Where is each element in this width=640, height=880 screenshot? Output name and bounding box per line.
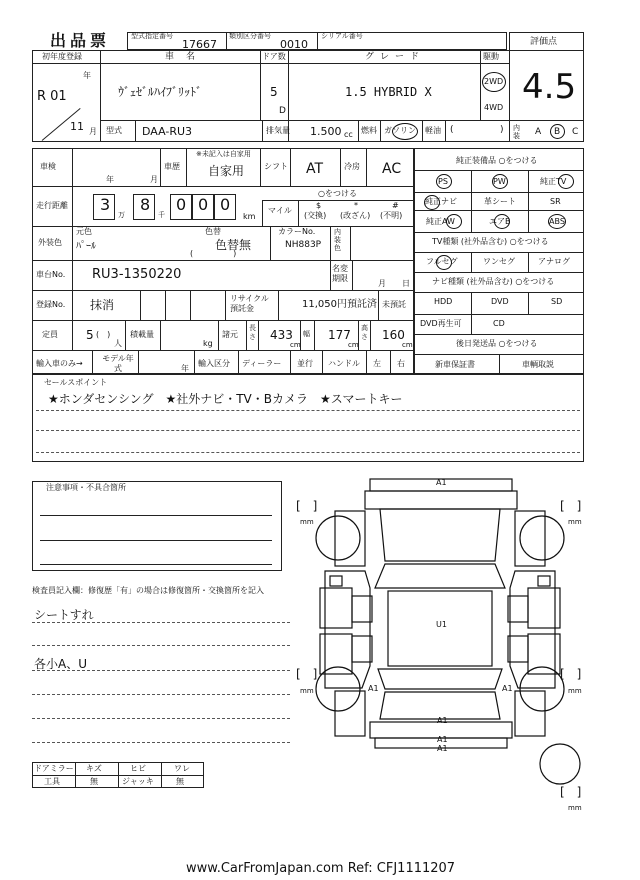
- length-unit: cm: [290, 341, 301, 349]
- load-label: 積載量: [130, 330, 154, 339]
- name-change-month: 月: [378, 279, 386, 288]
- width-label: 幅: [303, 330, 310, 338]
- car-name: ｳﾞｪｾﾞﾙﾊｲﾌﾞﾘｯﾄﾞ: [118, 85, 203, 99]
- height-label: 高さ: [361, 324, 368, 341]
- mileage-opt1: $: [316, 201, 322, 210]
- registration-label: 登録No.: [36, 300, 66, 309]
- tire-bracket-rl: [ ]: [296, 667, 318, 681]
- model-cert-label: 型式指定番号: [131, 32, 173, 40]
- legend-r4: 無: [176, 777, 184, 786]
- score-value: 4.5: [522, 67, 577, 107]
- name-change-label: 名変期限: [332, 264, 348, 283]
- legend-h4: ワレ: [174, 764, 190, 773]
- displacement-unit: cc: [344, 130, 353, 139]
- car-damage-diagram: [290, 476, 590, 811]
- color-paint: 色替無: [215, 238, 252, 252]
- shaken-label: 車検: [40, 162, 56, 171]
- navi-hdd: HDD: [434, 297, 453, 306]
- capacity-value: 5: [86, 328, 94, 342]
- shaken-year: 年: [106, 175, 114, 184]
- shift-label: シフト: [264, 162, 288, 171]
- damage-mark-roof: U1: [436, 620, 447, 629]
- legend-h1: ドアミラー: [34, 764, 74, 773]
- import-parallel: 並行: [297, 359, 313, 368]
- grade-value: 1.5 HYBRID X: [345, 85, 432, 99]
- tire-mm-fr: mm: [568, 518, 582, 526]
- dvd-playback: DVD再生可: [420, 319, 462, 328]
- later-title: 後日発送品 ○をつける: [456, 339, 538, 348]
- first-reg-year-unit: 年: [83, 71, 91, 80]
- mileage-unit-sen: 千: [158, 211, 165, 219]
- interior-c: C: [572, 127, 579, 137]
- sales-box: [32, 374, 584, 462]
- mileage-digit-5: 0: [220, 195, 231, 214]
- interior-a: A: [535, 127, 542, 137]
- registration-value: 抹消: [90, 298, 115, 312]
- handle-label: ハンドル: [328, 359, 360, 368]
- first-reg-era: R 01: [37, 89, 67, 104]
- first-reg-month-unit: 月: [89, 127, 97, 136]
- navi-sd: SD: [551, 297, 563, 306]
- mileage-digit-4: 0: [198, 195, 209, 214]
- type-value: DAA-RU3: [142, 125, 193, 138]
- shift-value: AT: [306, 161, 324, 177]
- interior-color-label: 内装色: [334, 228, 341, 252]
- recycle-value: 11,050円預託済: [302, 299, 377, 310]
- mileage-unit-km: km: [243, 212, 256, 221]
- first-reg-label: 初年度登録: [42, 52, 82, 61]
- tv-title: TV種類 (社外品含む) ○をつける: [432, 237, 549, 246]
- color-label: 外装色: [38, 238, 62, 247]
- name-change-day: 日: [402, 279, 410, 288]
- mileage-opt3-sub: (不明): [380, 211, 403, 220]
- ac-value: AC: [382, 161, 402, 177]
- import-label: 輸入車のみ→: [36, 359, 83, 368]
- interior-label: 内装: [513, 124, 520, 140]
- fuel-label: 燃料: [361, 126, 377, 135]
- model-year-unit: 年: [181, 364, 189, 373]
- color-orig-label: 元色: [76, 227, 92, 236]
- recycle-label: リサイクル預託金: [230, 294, 269, 313]
- inspector-label: 検査員記入欄：修復歴「有」の場合は修復箇所・交換箇所を記入: [32, 586, 264, 595]
- later-warranty: 新車保証書: [435, 360, 475, 369]
- navi-cd: CD: [493, 319, 505, 328]
- import-dealer: ディーラー: [242, 359, 282, 368]
- ac-label: 冷房: [344, 162, 360, 171]
- width-value: 177: [328, 328, 351, 342]
- mileage-unit-mile: マイル: [268, 206, 292, 215]
- genuine-title: 純正装備品 ○をつける: [456, 156, 538, 165]
- navi-dvd: DVD: [491, 297, 509, 306]
- chassis-value: RU3-1350220: [92, 267, 182, 282]
- tire-bracket-rr: [ ]: [560, 667, 582, 681]
- mileage-opt2-sub: (改ざん): [340, 211, 371, 220]
- equip-airbag: エアB: [489, 217, 511, 226]
- mileage-opt3: #: [392, 201, 399, 210]
- color-orig: ﾊﾟｰﾙ: [76, 241, 96, 252]
- doors-label: ドア数: [262, 52, 286, 61]
- car-name-label: 車名: [165, 52, 208, 62]
- color-code-label: カラーNo.: [278, 227, 316, 236]
- drive-label: 駆動: [483, 52, 499, 61]
- model-cert-no: 17667: [182, 38, 217, 51]
- class-label: 類別区分番号: [229, 32, 271, 40]
- inspector-line-2: 各小A、U: [34, 657, 87, 671]
- shaken-month: 月: [150, 175, 158, 184]
- handle-left: 左: [373, 359, 381, 368]
- capacity-paren: ( ): [96, 330, 111, 339]
- interior-b: B: [554, 127, 561, 137]
- type-label: 型式: [106, 126, 122, 135]
- history-label: 車歴: [164, 162, 180, 171]
- fuel-paren-close: ): [500, 125, 504, 135]
- import-class-label: 輸入区分: [198, 359, 230, 368]
- doors-suffix: D: [279, 106, 286, 116]
- tire-mm-spare: mm: [568, 804, 582, 812]
- legend-r3: ジャッキ: [122, 777, 154, 786]
- sales-text: ★ホンダセンシング ★社外ナビ・TV・Bカメラ ★スマートキー: [48, 392, 403, 406]
- tv-analog: アナログ: [538, 257, 570, 266]
- height-unit: cm: [402, 341, 413, 349]
- fuel-light: 軽油: [425, 126, 441, 135]
- notes-label: 注意事項・不具合箇所: [46, 483, 126, 492]
- history-note: ※未記入は自家用: [196, 150, 251, 158]
- displacement-label: 排気量: [266, 126, 290, 135]
- chassis-label: 車台No.: [36, 270, 66, 279]
- equip-genuine-aw: 純正AW: [426, 217, 455, 226]
- equip-ps: PS: [438, 177, 448, 186]
- mileage-digit-3: 0: [176, 195, 187, 214]
- class-no: 0010: [280, 38, 308, 51]
- load-unit: kg: [203, 339, 213, 348]
- first-reg-month: 11: [70, 120, 84, 133]
- equip-leather: 革シート: [484, 197, 516, 206]
- height-value: 160: [382, 328, 405, 342]
- mileage-unit-man: 万: [118, 211, 125, 219]
- width-unit: cm: [348, 341, 359, 349]
- equip-pw: PW: [493, 177, 506, 186]
- model-year-label: モデル年式: [102, 354, 134, 373]
- grade-label: グレード: [365, 52, 426, 62]
- length-label: 長さ: [249, 324, 256, 341]
- mileage-digit-2: 8: [140, 195, 151, 214]
- tire-bracket-fr: [ ]: [560, 499, 582, 513]
- legend-h3: ヒビ: [130, 764, 146, 773]
- doors-value: 5: [270, 85, 278, 99]
- color-paint-paren: ( ): [190, 249, 237, 258]
- mileage-digit-1: 3: [100, 195, 111, 214]
- later-manual: 車輌取説: [522, 360, 554, 369]
- color-code: NH883P: [285, 240, 322, 250]
- handle-right: 右: [397, 359, 405, 368]
- equip-sr: SR: [550, 197, 561, 206]
- capacity-unit: 人: [114, 339, 122, 348]
- drive-4wd: 4WD: [484, 103, 504, 112]
- footer-ref: www.CarFromJapan.com Ref: CFJ1111207: [186, 861, 456, 876]
- mileage-label: 走行距離: [36, 201, 68, 210]
- fuel-paren-open: (: [450, 125, 454, 135]
- damage-mark-rear-bumper: A1: [437, 744, 448, 753]
- notes-box: [32, 481, 282, 571]
- tire-mm-rr: mm: [568, 687, 582, 695]
- serial-label: シリアル番号: [321, 32, 363, 40]
- dim-label: 諸元: [222, 330, 238, 339]
- damage-mark-trunk: A1: [437, 716, 448, 725]
- color-paint-label: 色替: [205, 227, 221, 236]
- damage-mark-right-rear: A1: [502, 684, 513, 693]
- sheet-title: 出品票: [50, 31, 111, 50]
- displacement-value: 1.500: [310, 125, 342, 138]
- capacity-label: 定員: [42, 330, 58, 339]
- equip-genuine-navi: 純正ナビ: [425, 197, 457, 206]
- tire-mm-rl: mm: [300, 687, 314, 695]
- sales-label: セールスポイント: [44, 378, 108, 387]
- length-value: 433: [270, 328, 293, 342]
- legend-r1: 工具: [44, 777, 60, 786]
- tire-mm-fl: mm: [300, 518, 314, 526]
- legend-h2: キズ: [86, 764, 102, 773]
- tire-bracket-spare: [ ]: [560, 785, 582, 799]
- tv-oneseg: ワンセグ: [483, 257, 515, 266]
- damage-mark-rear-bumper-upper: A1: [437, 735, 448, 744]
- mileage-attach-note: ○をつける: [318, 189, 357, 198]
- navi-title: ナビ種類 (社外品含む) ○をつける: [432, 277, 555, 286]
- mileage-opt1-sub: (交換): [304, 211, 327, 220]
- damage-mark-left-rear: A1: [368, 684, 379, 693]
- equip-abs: ABS: [549, 217, 565, 226]
- tv-fullseg: フルセグ: [426, 257, 458, 266]
- tire-bracket-fl: [ ]: [296, 499, 318, 513]
- legend-r2: 無: [90, 777, 98, 786]
- score-label: 評価点: [530, 37, 558, 47]
- recycle-unpaid: 未預託: [382, 300, 406, 309]
- inspector-line-1: シートすれ: [34, 608, 94, 622]
- fuel-gas: ガソリン: [384, 126, 416, 135]
- mileage-opt2: *: [354, 201, 358, 210]
- history-value: 自家用: [208, 164, 245, 178]
- damage-mark-front-bumper: A1: [436, 478, 447, 487]
- equip-genuine-tv: 純正TV: [540, 177, 567, 186]
- drive-2wd: 2WD: [484, 77, 504, 86]
